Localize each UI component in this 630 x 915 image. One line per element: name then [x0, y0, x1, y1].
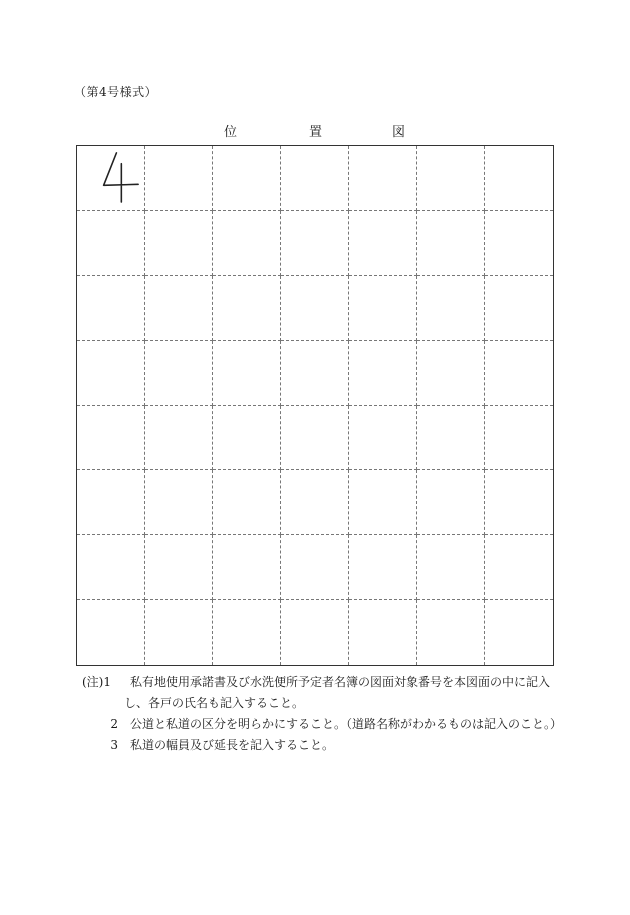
grid-cell: [77, 276, 145, 341]
grid-cell: [349, 406, 417, 471]
note-2-line-1: 公道と私道の区分を明らかにすること。（道路名称がわかるものは記入のこと。）: [130, 717, 563, 731]
grid-cell: [349, 470, 417, 535]
grid-cell: [213, 341, 281, 406]
grid-cell: [417, 276, 485, 341]
grid-cell: [349, 146, 417, 211]
grid-cell: [349, 211, 417, 276]
note-number-2: 2: [110, 717, 118, 731]
grid-cell: [485, 600, 553, 665]
grid-cell: [213, 146, 281, 211]
grid-cell: [485, 535, 553, 600]
grid-cell: [77, 470, 145, 535]
hand-drawn-glyph: [77, 146, 144, 210]
grid-cell: [349, 276, 417, 341]
grid-cell: [485, 276, 553, 341]
grid-cell: [213, 276, 281, 341]
grid-cell: [213, 535, 281, 600]
title-char-1: 位: [224, 125, 238, 140]
grid-cell: [281, 211, 349, 276]
position-map-grid: [76, 145, 554, 666]
note-item-1: [82, 672, 562, 693]
grid-cell: [417, 211, 485, 276]
grid-cell: [417, 470, 485, 535]
form-number: （第4号様式）: [74, 85, 158, 99]
note-1-line-2: し、各戸の氏名も記入すること。: [124, 696, 305, 710]
grid-cell: [281, 146, 349, 211]
grid-cell: [145, 600, 213, 665]
grid-cell: [145, 341, 213, 406]
grid-cell: [485, 211, 553, 276]
title-char-2: 置: [309, 125, 323, 140]
grid-cell: [145, 470, 213, 535]
grid-cell: [213, 470, 281, 535]
note-label: [82, 672, 130, 693]
grid-cell: [417, 146, 485, 211]
grid-cell: [281, 341, 349, 406]
grid-cell: [213, 406, 281, 471]
grid-cell: [417, 406, 485, 471]
grid-cell: [145, 406, 213, 471]
note-number-3: 3: [110, 738, 118, 752]
grid-cell: [417, 341, 485, 406]
grid-cell: [77, 600, 145, 665]
grid-cell: [349, 600, 417, 665]
grid-cell: [281, 276, 349, 341]
grid-cell: [485, 470, 553, 535]
grid-cell: [77, 341, 145, 406]
grid-cell: [281, 535, 349, 600]
grid-cell: [145, 276, 213, 341]
grid-cell: [77, 211, 145, 276]
grid-cell: [213, 211, 281, 276]
grid-cell: [77, 406, 145, 471]
grid-cell: [281, 600, 349, 665]
note-3-line-1: 私道の幅員及び延長を記入すること。: [130, 738, 335, 752]
note-item-2: [82, 714, 562, 735]
note-item-3: [82, 735, 562, 756]
grid-cell: [281, 470, 349, 535]
grid-cell: [417, 535, 485, 600]
grid-cell: [417, 600, 485, 665]
grid-cell: [145, 535, 213, 600]
grid-cell: [77, 535, 145, 600]
grid-cell: [77, 146, 145, 211]
note-1-line-1: 私有地使用承諾書及び水洗便所予定者名簿の図面対象番号を本図面の中に記入: [130, 675, 551, 689]
grid-cell: [485, 406, 553, 471]
note-number-1: 1: [103, 675, 112, 689]
grid-cell: [485, 341, 553, 406]
grid-cell: [485, 146, 553, 211]
title-char-3: 図: [392, 125, 406, 140]
note-label-text: (注): [82, 675, 104, 689]
grid-cell: [281, 406, 349, 471]
grid-cell: [349, 535, 417, 600]
grid-cell: [145, 211, 213, 276]
grid-cell: [213, 600, 281, 665]
notes-section: [82, 672, 562, 756]
grid-cell: [145, 146, 213, 211]
note-item-1-continued: [82, 693, 562, 714]
grid-cell: [349, 341, 417, 406]
